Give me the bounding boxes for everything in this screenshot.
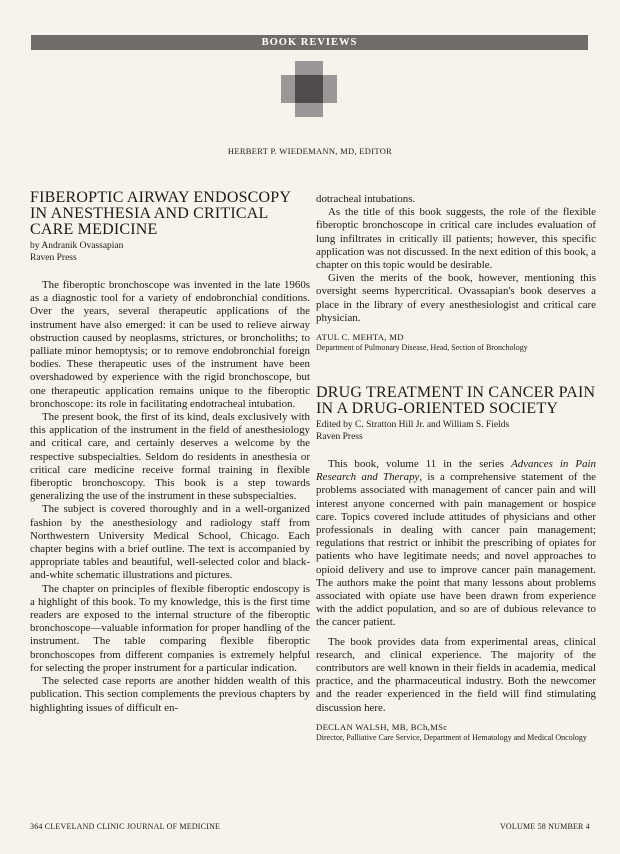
review1-signature [316,332,596,353]
review1-paragraph: The present book, the first of its kind, deals exclusively with this application of the instrument in the field of anesthesiology and critical care, and certainly deserves a welcome by the respective subspecialties. Seldom do residents in anesthesia or critical care medicine receive formal training in flexible fiberoptic bronchoscopy. This book is a step towards generalizing the use of the instrument in these subspecialties. [30,411,310,503]
editor-line: HERBERT P. WIEDEMANN, MD, EDITOR [227,146,393,156]
logo-center-block [295,75,323,103]
footer-journal: 364 CLEVELAND CLINIC JOURNAL OF MEDICINE [30,822,221,831]
review1-reviewer-affiliation: Department of Pulmonary Disease, Head, Section of Bronchology [316,343,528,353]
review1-paragraph: Given the merits of the book, however, mentioning this oversight seems hypercritical. Ovassapian's book deserves a place in the library of every anesthesiologist and critical care physician. [316,272,596,324]
review1-paragraph: The chapter on principles of flexible fiberoptic endoscopy is a highlight of this book. To my knowledge, this is the first time readers are exposed to the internal structure of the fiberoptic bronchoscope—valuable information for proper handling of the instrument. The table comparing flexible fiberoptic bronchoscopes from different companies is extremely helpful for selecting the proper instrument for a particular indication. [30,582,310,674]
review2-signature [316,722,596,743]
review2-p1-after: , is a comprehensive statement of the problems associated with management of cancer pain and will interest anyone concerned with pain management or hospice care. Topics covered include attitudes of physicians and other professionals in dealing with cancer pain management; regulations that restrict or inhibit the prescribing of opiates for patients who have legitimate needs; and novel approaches to opioid delivery and use to improve cancer pain management. The authors make the point that many lessons about problems associated with opiate use have been drawn from experience with the addict population, and so are of dubious relevance to the cancer patient. [316,471,596,629]
review2-paragraph: The book provides data from experimental areas, clinical research, and clinical experience. The majority of the contributors are well known in their fields in academia, medical practice, and the pharmaceutical industry. Both the newcomer and the reader experienced in the field will find stimulating discussion here. [316,635,596,714]
review2-reviewer-name: DECLAN WALSH, MB, BCh,MSc [316,721,448,732]
right-column [316,193,596,743]
review2-series-title: Advances in Pain Research and Therapy [316,458,597,484]
review1-paragraph: As the title of this book suggests, the role of the flexible fiberoptic bronchoscope in critical care includes evaluation of lung infiltrates in critically ill patients; however, this specific application was not discussed. In the next edition of this book, a chapter on this topic would be desirable. [316,206,596,272]
review2-p1-before: This book, volume 11 in the series [328,458,512,471]
review1-reviewer-name: ATUL C. MEHTA, MD [316,332,404,343]
review1-continuation: dotracheal intubations. [316,193,416,205]
logo-left-block [281,75,295,103]
review1-paragraph: The selected case reports are another hidden wealth of this publication. This section complements the previous chapters by highlighting issues of difficult en- [30,675,310,714]
book-reviews-logo [281,61,337,117]
logo-right-block [323,75,337,103]
review2-editors: Edited by C. Stratton Hill Jr. and William S. Fields [316,420,510,431]
review1-title: FIBEROPTIC AIRWAY ENDOSCOPY IN ANESTHESIA AND CRITICAL CARE MEDICINE [30,189,291,238]
section-banner: BOOK REVIEWS [31,35,588,50]
review2-title: DRUG TREATMENT IN CANCER PAIN IN A DRUG-ORIENTED SOCIETY [316,384,596,418]
review1-author: by Andranik Ovassapian [30,241,124,251]
review2-publisher: Raven Press [316,432,363,443]
logo-bottom-block [295,103,323,117]
left-column [30,190,310,715]
logo-top-block [295,61,323,75]
review1-publisher: Raven Press [30,253,77,263]
review1-paragraph: The subject is covered thoroughly and in a well-organized fashion by the anesthesiology and radiology staff from Northwestern University Medical School, Chicago. Each chapter begins with a brief outline. The text is accompanied by appropriate tables and beautiful, well-selected color and black-and-white schematic illustrations and pictures. [30,503,310,582]
footer-volume: VOLUME 58 NUMBER 4 [499,822,590,831]
review2-paragraph [316,458,596,630]
review1-paragraph: The fiberoptic bronchoscope was invented in the late 1960s as a diagnostic tool for a variety of endobronchial conditions. Over the years, several therapeutic applications of the instrument have also emerged: it can be used to relieve airway obstruction caused by neoplasms, strictures, or broncholiths; to palliate minor hemoptysis; or to remove endobronchial foreign bodies. These therapeutic uses of the instrument have been overshadowed by experience with the rigid bronchoscope, but one therapeutic application remains unique to the fiberoptic bronchoscope: its role in facilitating endotracheal intubation. [30,279,310,410]
review2-reviewer-affiliation: Director, Palliative Care Service, Department of Hematology and Medical Oncology [316,732,587,742]
